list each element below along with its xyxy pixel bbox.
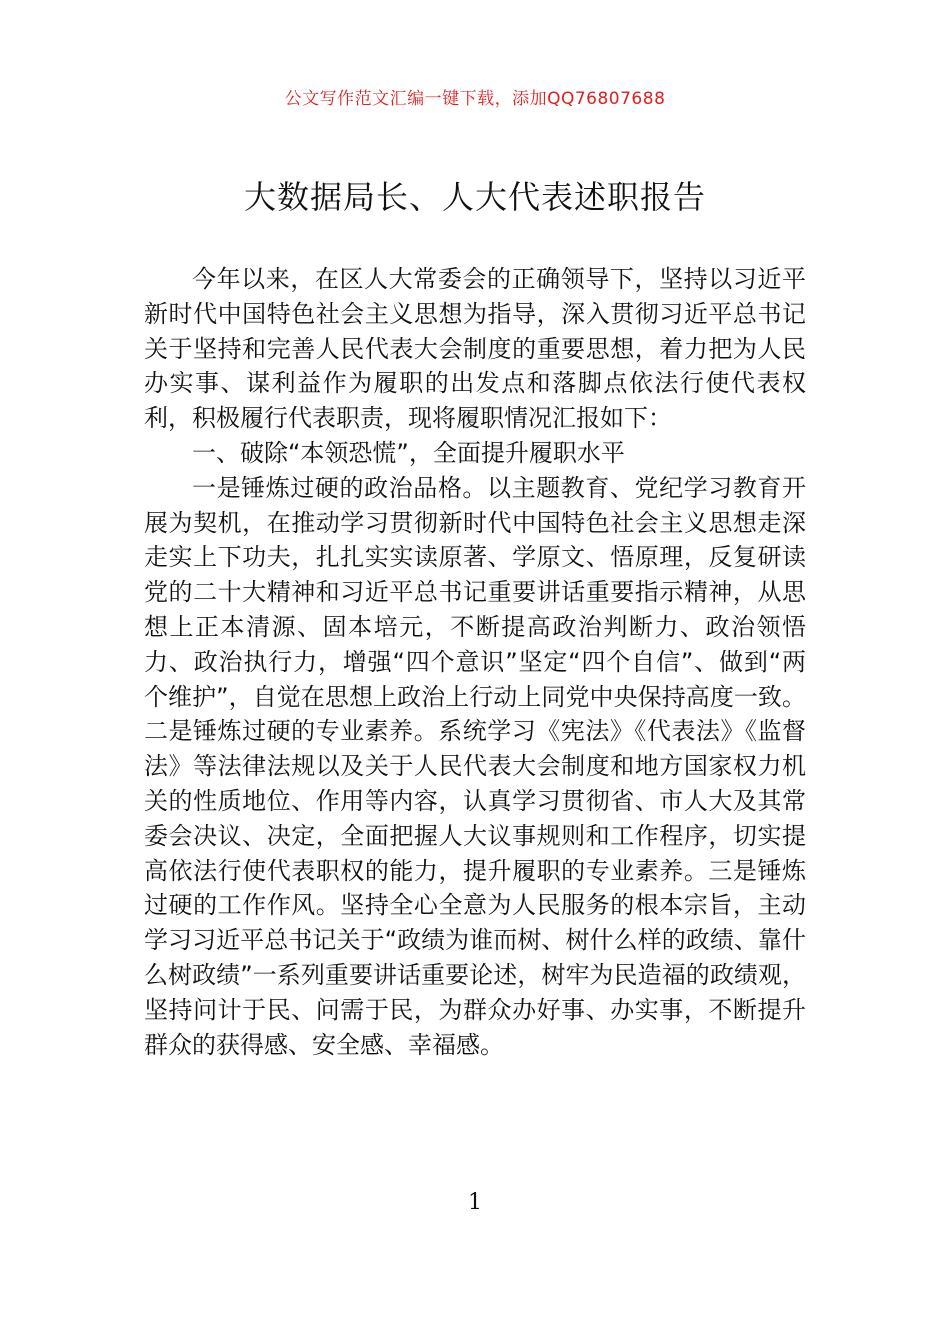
header-note: 公文写作范文汇编一键下载，添加QQ76807688: [284, 89, 666, 109]
page-number: 1: [468, 1190, 482, 1215]
document-body: [144, 262, 806, 1062]
paragraph-section-1: 一是锤炼过硬的政治品格。以主题教育、党纪学习教育开展为契机，在推动学习贯彻新时代中国特色社会主义思想走深走实上下功夫，扎扎实实读原著、学原文、悟原理，反复研读党的二十大精神和习近平总书记重要讲话重要指示精神，从思想上正本清源、固本培元，不断提高政治判断力、政治领悟力、政治执行力，增强“四个意识”坚定“四个自信”、做到“两个维护”，自觉在思想上政治上行动上同党中央保持高度一致。二是锤炼过硬的专业素养。系统学习《宪法》《代表法》《监督法》等法律法规以及关于人民代表大会制度和地方国家权力机关的性质地位、作用等内容，认真学习贯彻省、市人大及其常委会决议、决定，全面把握人大议事规则和工作程序，切实提高依法行使代表职权的能力，提升履职的专业素养。三是锤炼过硬的工作作风。坚持全心全意为人民服务的根本宗旨，主动学习习近平总书记关于“政绩为谁而树、树什么样的政绩、靠什么树政绩”一系列重要讲话重要论述，树牢为民造福的政绩观，坚持问计于民、问需于民，为群众办好事、办实事，不断提升群众的获得感、安全感、幸福感。: [144, 473, 806, 1059]
section-heading: 一、破除“本领恐慌”，全面提升履职水平: [192, 438, 625, 467]
document-title: 大数据局长、人大代表述职报告: [243, 178, 706, 216]
paragraph-intro: 今年以来，在区人大常委会的正确领导下，坚持以习近平新时代中国特色社会主义思想为指导，深入贯彻习近平总书记关于坚持和完善人民代表大会制度的重要思想，着力把为人民办实事、谋利益作为履职的出发点和落脚点依法行使代表权利，积极履行代表职责，现将履职情况汇报如下：: [144, 265, 806, 433]
